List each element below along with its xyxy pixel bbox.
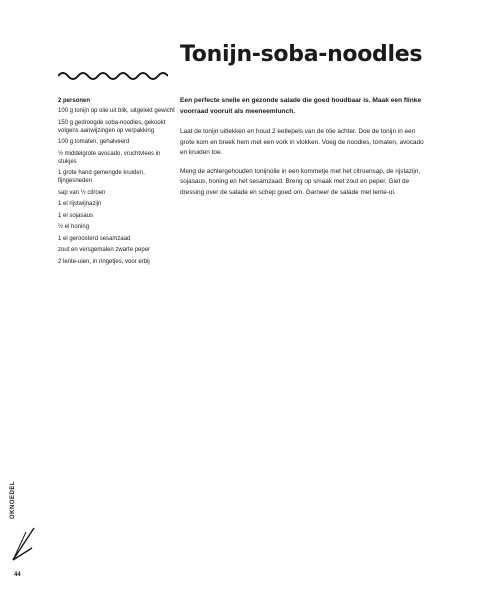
ingredient-item: 2 lente-uien, in ringetjes, voor erbij: [58, 258, 150, 265]
method-step: Laat de tonijn uitlekken en houd 2 eetlepels van de olie achter. Doe de tonijn in een grote kom en breek hem met een vork in vlokken. Voeg de noodles, tomaten, avocado en kruiden toe.: [180, 128, 424, 156]
ingredient-item: 1 el geroosterd sesamzaad: [58, 235, 131, 242]
ingredient-item: 1 el rijstwijnazijn: [58, 201, 102, 207]
ingredient-item: sap van ½ citroen: [58, 189, 106, 196]
recipe-title: Tonijn-soba-noodles: [180, 42, 423, 67]
ingredient-list: [58, 97, 176, 269]
ingredient-item: 100 g tonijn op olie uit blik, uitgelekt gewicht: [58, 108, 175, 114]
ingredient-item: zout en versgemalen zwarte peper: [58, 247, 151, 253]
ingredient-item: ½ middelgrote avocado, vruchtvlees in stukjes: [58, 150, 161, 165]
section-label: OKNOEDEL: [10, 480, 16, 519]
page-number: 44: [14, 572, 21, 578]
method-step: Meng de achtergehouden tonijnolie in een kommetje met het citroensap, de rijstazijn, sojasaus, honing en het sesamzaad. Breng op smaak met zout en peper. Giet de dressing over de salade en schep goed om. Garneer de salade met lente-ui.: [180, 167, 421, 196]
recipe-intro: Een perfecte snelle en gezonde salade die goed houdbaar is. Maak een flinke voorraad vooruit als meeneemlunch.: [180, 97, 422, 115]
servings: 2 personen: [58, 98, 91, 104]
wave-divider: [58, 70, 168, 82]
ingredient-item: 150 g gedroogde soba-noodles, gekookt volgens aanwijzingen op verpakking: [58, 119, 166, 134]
ingredient-item: 1 grote hand gemengde kruiden, fijngesneden: [58, 170, 145, 184]
ingredient-item: 100 g tomaten, gehalveerd: [58, 139, 130, 145]
ingredient-item: 1 el sojasaus: [58, 212, 94, 219]
method-section: [180, 96, 428, 206]
ingredient-item: ½ el honing: [58, 224, 90, 230]
